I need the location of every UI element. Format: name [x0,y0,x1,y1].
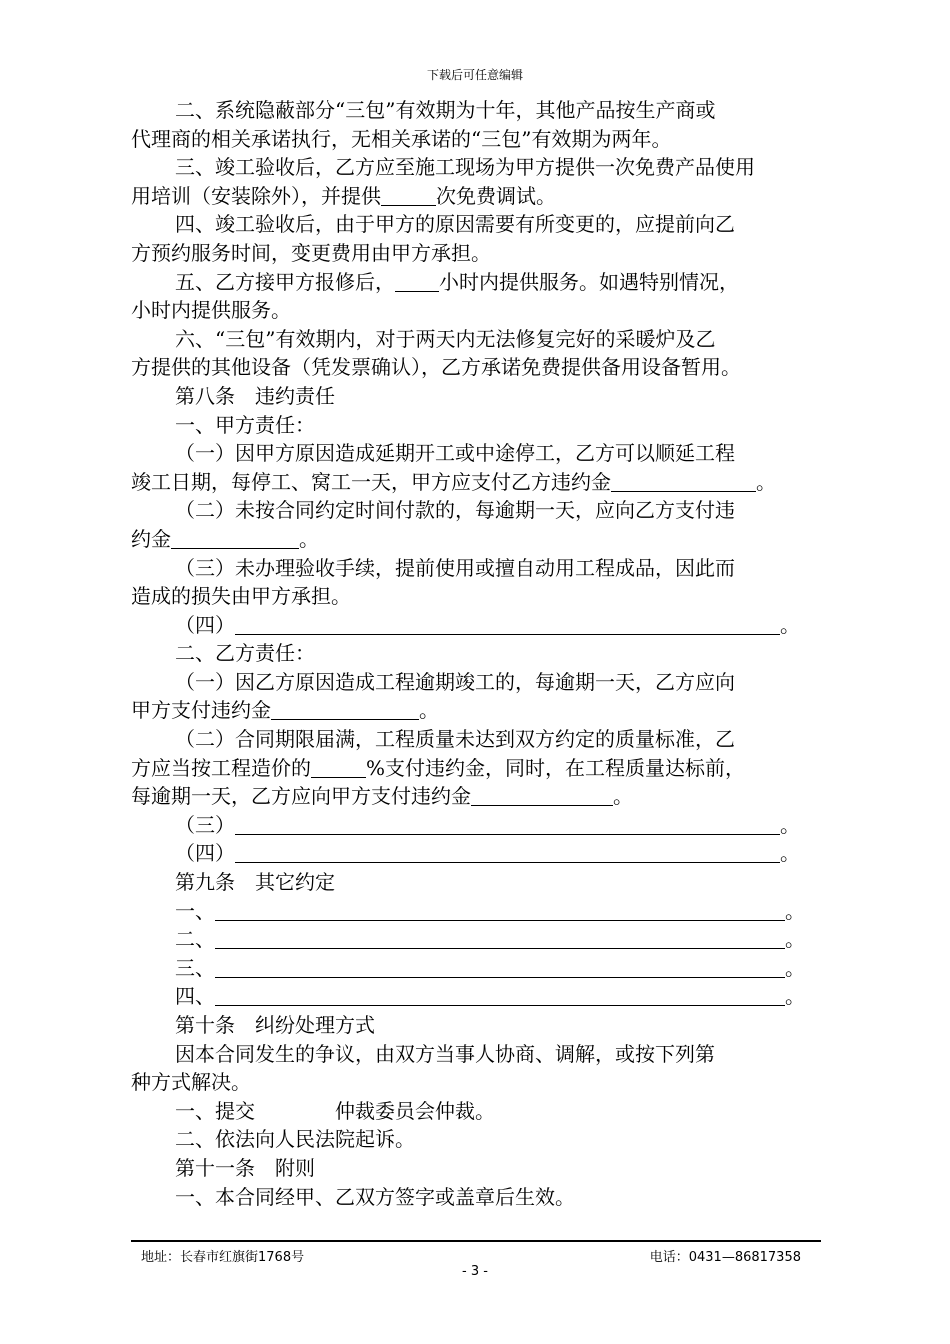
clause-line: 六、“三包”有效期内，对于两天内无法修复完好的采暖炉及乙 [175,326,716,351]
clause-line: 二、 。 [175,927,805,952]
clause-line: 三、竣工验收后，乙方应至施工现场为甲方提供一次免费产品使用 [175,155,755,180]
blank-field[interactable] [235,613,780,635]
clause-line: 二、系统隐蔽部分“三包”有效期为十年，其他产品按生产商或 [175,98,716,122]
blank-field[interactable] [215,899,785,921]
blank-field[interactable] [381,184,436,206]
blank-field[interactable] [311,756,366,778]
clause-line: （一）因乙方原因造成工程逾期竣工的，每逾期一天，乙方应向 [175,669,735,694]
clause-line: 五、乙方接甲方报修后， 小时内提供服务。如遇特别情况， [175,269,739,294]
clause-line: （三）未办理验收手续，提前使用或擅自动用工程成品，因此而 [175,555,735,580]
clause-line: 方应当按工程造价的 %支付违约金，同时，在工程质量达标前， [131,755,746,780]
blank-field[interactable] [235,813,780,835]
clause-line: 三、 。 [175,955,805,980]
blank-field[interactable] [215,984,785,1006]
page-header: 下载后可任意编辑 [426,68,523,82]
page-footer [131,1246,821,1264]
clause-line: 代理商的相关承诺执行，无相关承诺的“三包”有效期为两年。 [131,126,672,151]
clause-line: （四） 。 [175,612,800,637]
blank-field[interactable] [215,956,785,978]
blank-field[interactable] [471,784,613,806]
clause-line: （三） 。 [175,812,800,837]
clause-line: 甲方支付违约金 。 [131,698,439,723]
clause-line: 竣工日期，每停工、窝工一天，甲方应支付乙方违约金 。 [131,469,776,494]
footer-address: 地址：长春市红旗街1768号 [141,1250,305,1265]
clause-line: 二、依法向人民法院起诉。 [175,1127,415,1152]
clause-line: （二）合同期限届满，工程质量未达到双方约定的质量标准，乙 [175,727,735,752]
blank-field[interactable] [171,527,299,549]
blank-field[interactable] [611,470,756,492]
clause-line: 种方式解决。 [131,1070,251,1095]
clause-line: （一）因甲方原因造成延期开工或中途停工，乙方可以顺延工程 [175,441,735,466]
clause-line: 二、乙方责任： [175,641,315,666]
clause-line: 一、甲方责任： [175,412,315,437]
clause-line: 用培训（安装除外），并提供 次免费调试。 [131,183,556,208]
clause-line: 每逾期一天，乙方应向甲方支付违约金 。 [131,784,633,809]
clause-line: 因本合同发生的争议，由双方当事人协商、调解，或按下列第 [175,1041,715,1066]
clause-line: （二）未按合同约定时间付款的，每逾期一天，应向乙方支付违 [175,498,735,523]
section-heading: 第八条 违约责任 [175,383,335,408]
clause-line: 方提供的其他设备（凭发票确认），乙方承诺免费提供备用设备暂用。 [131,355,741,380]
footer-divider [131,1240,821,1242]
section-heading: 第十条 纠纷处理方式 [175,1013,375,1037]
footer-phone: 电话：0431—86817358 [649,1250,801,1265]
clause-line: 四、 。 [175,984,805,1009]
blank-field[interactable] [395,270,439,292]
clause-line: 约金 。 [131,526,319,551]
contract-body [131,96,821,1211]
page-number: - 3 - [462,1264,488,1279]
clause-line: 一、本合同经甲、乙双方签字或盖章后生效。 [175,1184,575,1209]
blank-field[interactable] [235,841,780,863]
clause-line: 方预约服务时间，变更费用由甲方承担。 [131,240,491,265]
blank-field[interactable] [271,698,419,720]
clause-line: （四） 。 [175,841,800,866]
section-heading: 第九条 其它约定 [175,870,335,895]
clause-line: 小时内提供服务。 [131,298,291,323]
blank-field[interactable] [215,927,785,949]
clause-line: 四、竣工验收后，由于甲方的原因需要有所变更的，应提前向乙 [175,212,735,237]
clause-line: 一、提交 仲裁委员会仲裁。 [175,1098,495,1123]
section-heading: 第十一条 附则 [175,1155,315,1180]
clause-line: 一、 。 [175,898,805,923]
clause-line: 造成的损失由甲方承担。 [131,584,351,609]
